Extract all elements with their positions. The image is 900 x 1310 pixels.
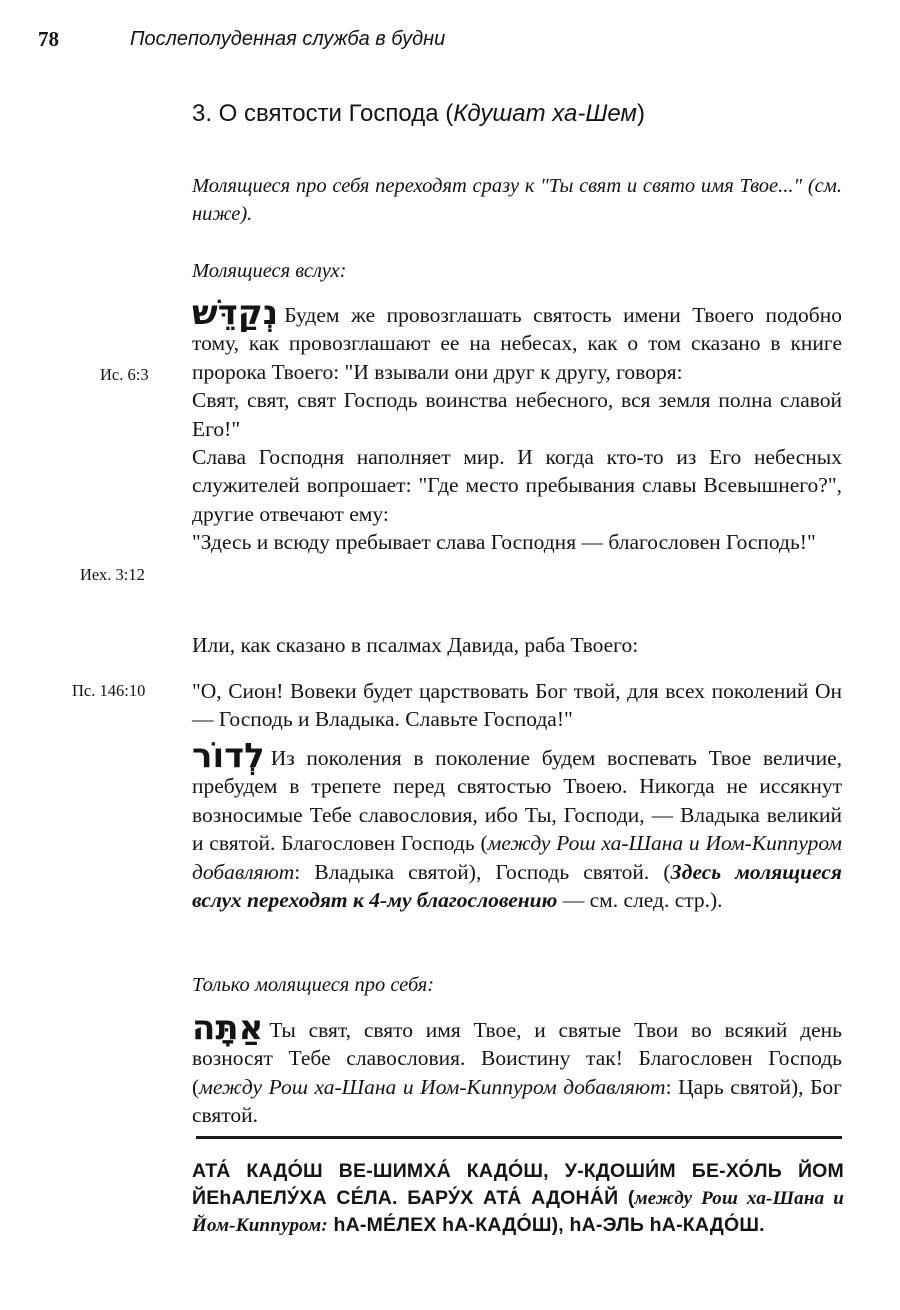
- reference-psalms: Пс. 146:10: [72, 681, 146, 700]
- reference-ezekiel: Иех. 3:12: [80, 565, 145, 584]
- translit-text-1: АТА́ КАДО́Ш ВЕ-ШИМХА́ КАДО́Ш, У-КДОШИ́М БЕ-ХО́ЛЬ ЙОМ ЙЕhАЛЕЛУ́ХА СЕ́ЛА. БАРУ́Х АТА́ АДОНА́Й (: [192, 1160, 844, 1209]
- hebrew-word-ledor: לְדוֹר: [192, 736, 265, 776]
- ata-text-2: : Царь святой), Бог святой.: [192, 1074, 842, 1128]
- kedusha-block: [192, 293, 842, 557]
- reference-isaiah: Ис. 6:3: [100, 365, 149, 384]
- instruction-silent: Молящиеся про себя переходят сразу к "Ты свят и свято имя Твое..." (см. ниже).: [192, 175, 842, 226]
- kedusha-paragraph-4: "Здесь и всюду пребывает слава Господня — благословен Господь!": [192, 530, 816, 555]
- kedusha-text-1: Будем же провозглашать святость имени Твоего подобно тому, как провозглашают ее на небесах, как о том сказано в книге пророка Твоего: "И взывали они друг к другу, говоря:: [192, 303, 842, 384]
- kedusha-paragraph-3: Слава Господня наполняет мир. И когда кто-то из Его небесных служителей вопрошает: "Где место пребывания славы Всевышнего?", другие отвечают ему:: [192, 445, 842, 526]
- page-number: 78: [38, 27, 59, 51]
- kedusha-paragraph-2: Свят, свят, свят Господь воинства небесного, вся земля полна славой Его!": [192, 388, 842, 441]
- ledor-block: [192, 736, 842, 914]
- ledor-text-2: : Владыка святой), Господь святой. (: [294, 859, 671, 884]
- kedusha-paragraph-5: Или, как сказано в псалмах Давида, раба Твоего:: [192, 633, 639, 657]
- kedusha-paragraph-6: "О, Сион! Вовеки будет царствовать Бог твой, для всех поколений Он — Господь и Владыка. Славьте Господа!": [192, 679, 842, 732]
- running-head: [38, 27, 860, 57]
- hebrew-word-ata: אַתָּה: [192, 1008, 264, 1048]
- separator-rule: [196, 1136, 842, 1139]
- ata-text-1: Ты свят, свято имя Твое, и святые Твои во всякий день возносят Тебе славословия. Воистину так! Благословен Господь (: [192, 1018, 842, 1099]
- ledor-italic-1: между Рош ха-Шана и Иом-Киппуром добавляют: [192, 831, 842, 884]
- section-title-close: ): [636, 100, 645, 127]
- instruction-only-silent: Только молящиеся про себя:: [192, 974, 435, 996]
- section-title-italic: Кдушат ха-Шем: [453, 100, 637, 127]
- translit-text-2: hА-МЕ́ЛЕХ hА-КАДО́Ш), hА-ЭЛЬ hА-КАДО́Ш.: [327, 1214, 765, 1236]
- instruction-aloud: Молящиеся вслух:: [192, 260, 347, 282]
- hebrew-word-nekadesh: נְקַדֵּשׁ: [192, 293, 279, 333]
- ledor-text-3: — см. след. стр.).: [557, 888, 723, 913]
- ledor-text-1: Из поколения в поколение будем воспевать Твое величие, пребудем в трепете перед святостью Твоею. Никогда не иссякнут возносимые Тебе славословия, ибо Ты, Господи, — Владыка великий и святой. Благословен Господь (: [192, 746, 842, 856]
- section-title-main: 3. О святости Господа (: [192, 100, 454, 127]
- ata-italic-1: между Рош ха-Шана и Иом-Киппуром добавляют: [199, 1074, 666, 1099]
- ledor-italic-2: Здесь молящиеся вслух переходят к 4-му благословению: [192, 859, 842, 913]
- kedusha-paragraph-1: [192, 293, 842, 386]
- transliteration-block: [192, 1158, 844, 1240]
- ata-block: [192, 1008, 842, 1130]
- translit-italic-1: между Рош ха-Шана и Йом-Киппуром:: [192, 1187, 844, 1236]
- section-title: [192, 100, 645, 128]
- running-title: Послеполуденная служба в будни: [130, 28, 446, 50]
